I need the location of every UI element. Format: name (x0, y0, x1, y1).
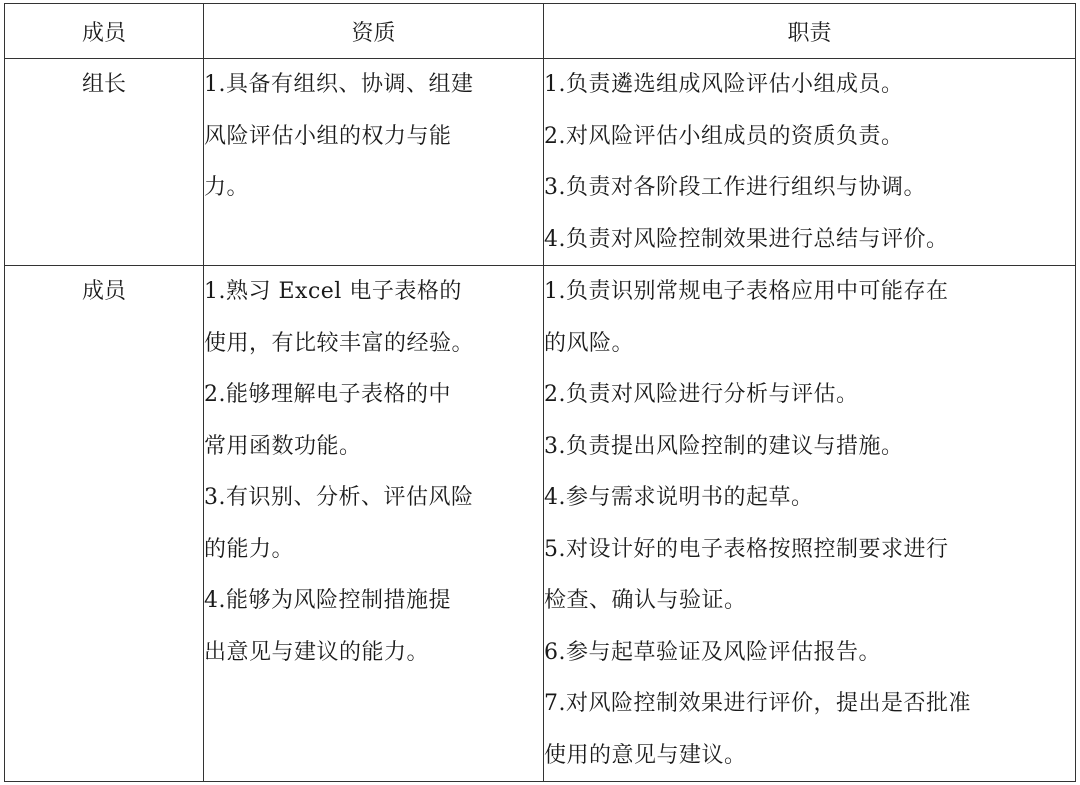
qualification-line: 使用，有比较丰富的经验。 (204, 330, 475, 356)
qualification-line: 2.能够理解电子表格的中 (204, 382, 451, 407)
duty-line: 3.负责对各阶段工作进行组织与协调。 (544, 175, 926, 200)
duty-line: 1.负责识别常规电子表格应用中可能存在 (544, 279, 949, 304)
qualification-cell-member (204, 266, 544, 782)
qualification-line: 3.有识别、分析、评估风险 (204, 485, 474, 510)
duty-cell-leader (544, 59, 1076, 266)
table-row-member (5, 266, 1076, 782)
duty-line: 2.对风险评估小组成员的资质负责。 (544, 123, 904, 149)
qualification-line: 风险评估小组的权力与能 (204, 123, 452, 149)
header-member: 成员 (5, 4, 204, 59)
duty-line: 使用的意见与建议。 (544, 742, 747, 768)
qualification-cell-leader (204, 59, 544, 266)
duty-line: 检查、确认与验证。 (544, 588, 747, 613)
table-header-row (5, 4, 1076, 59)
qualification-line: 1.熟习 Excel 电子表格的 (204, 279, 462, 304)
duty-cell-member (544, 266, 1076, 782)
qualification-line: 的能力。 (204, 536, 295, 562)
table-row-leader (5, 59, 1076, 266)
duty-line: 4.负责对风险控制效果进行总结与评价。 (544, 226, 949, 252)
qualification-line: 常用函数功能。 (204, 433, 362, 459)
duty-line: 3.负责提出风险控制的建议与措施。 (544, 433, 904, 459)
qualification-line: 1.具备有组织、协调、组建 (204, 72, 474, 97)
duty-line: 1.负责遴选组成风险评估小组成员。 (544, 72, 904, 97)
header-qualification: 资质 (204, 4, 544, 59)
duty-line: 的风险。 (544, 330, 635, 356)
header-duty: 职责 (544, 4, 1076, 59)
duty-line: 6.参与起草验证及风险评估报告。 (544, 639, 881, 665)
qualification-line: 出意见与建议的能力。 (204, 639, 430, 665)
role-cell-leader: 组长 (5, 59, 204, 266)
role-responsibility-table (4, 3, 1076, 782)
role-cell-member: 成员 (5, 266, 204, 782)
duty-line: 5.对设计好的电子表格按照控制要求进行 (544, 536, 949, 562)
duty-line: 7.对风险控制效果进行评价，提出是否批准 (544, 691, 971, 716)
qualification-line: 力。 (204, 175, 250, 200)
duty-line: 4.参与需求说明书的起草。 (544, 485, 814, 510)
qualification-line: 4.能够为风险控制措施提 (204, 588, 451, 613)
duty-line: 2.负责对风险进行分析与评估。 (544, 382, 859, 407)
